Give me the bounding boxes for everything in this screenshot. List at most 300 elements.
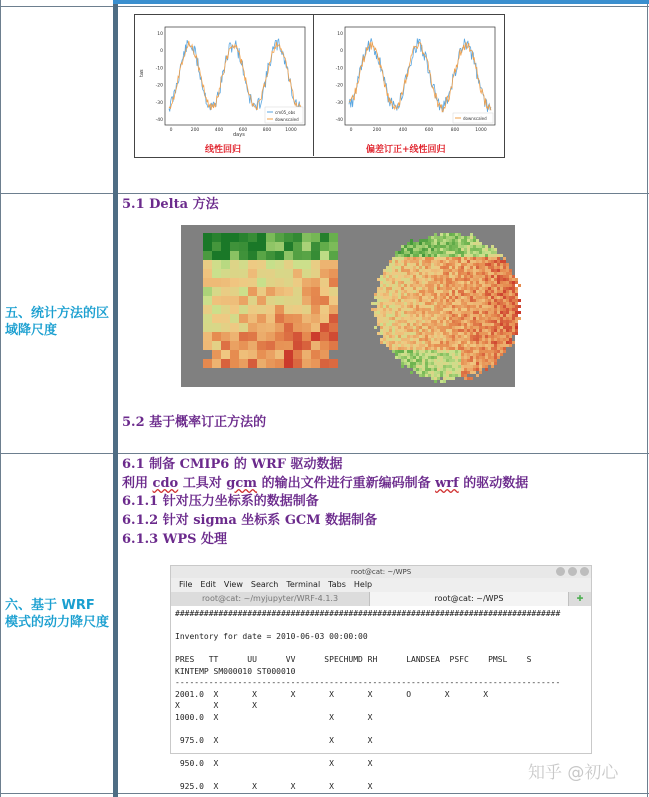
map-cell	[395, 344, 398, 347]
map-cell	[467, 248, 470, 251]
map-cell	[461, 269, 464, 272]
map-cell	[407, 272, 410, 275]
map-cell	[419, 356, 422, 359]
map-cell	[293, 350, 302, 359]
map-cell	[491, 332, 494, 335]
map-cell	[458, 254, 461, 257]
map-cell	[485, 332, 488, 335]
map-cell	[419, 335, 422, 338]
map-cell	[476, 311, 479, 314]
map-cell	[434, 296, 437, 299]
map-cell	[470, 314, 473, 317]
map-cell	[437, 266, 440, 269]
map-cell	[461, 239, 464, 242]
map-cell	[266, 314, 275, 323]
map-cell	[482, 356, 485, 359]
ytick-label: -10	[335, 66, 343, 72]
map-cell	[491, 254, 494, 257]
map-cell	[449, 269, 452, 272]
map-cell	[404, 272, 407, 275]
terminal-line: 975.0 X X X	[175, 735, 373, 745]
map-cell	[473, 272, 476, 275]
map-cell	[437, 245, 440, 248]
map-cell	[428, 293, 431, 296]
map-cell	[464, 314, 467, 317]
map-cell	[320, 251, 329, 260]
map-cell	[452, 239, 455, 242]
map-cell	[461, 260, 464, 263]
map-cell	[416, 347, 419, 350]
map-cell	[488, 260, 491, 263]
map-cell	[452, 302, 455, 305]
map-cell	[302, 242, 311, 251]
map-cell	[461, 251, 464, 254]
map-cell	[389, 263, 392, 266]
map-cell	[446, 269, 449, 272]
map-cell	[446, 335, 449, 338]
map-cell	[413, 296, 416, 299]
map-cell	[512, 305, 515, 308]
map-cell	[320, 296, 329, 305]
map-cell	[212, 314, 221, 323]
map-cell	[443, 326, 446, 329]
map-cell	[452, 245, 455, 248]
map-cell	[461, 272, 464, 275]
map-cell	[398, 308, 401, 311]
map-cell	[482, 338, 485, 341]
map-cell	[434, 266, 437, 269]
map-cell	[212, 251, 221, 260]
map-cell	[404, 251, 407, 254]
map-cell	[455, 257, 458, 260]
map-cell	[458, 245, 461, 248]
map-cell	[467, 275, 470, 278]
row-divider-1	[0, 193, 649, 194]
map-cell	[491, 335, 494, 338]
map-cell	[416, 272, 419, 275]
map-cell	[410, 341, 413, 344]
map-cell	[416, 287, 419, 290]
map-cell	[464, 302, 467, 305]
map-cell	[320, 287, 329, 296]
map-cell	[500, 317, 503, 320]
map-cell	[392, 299, 395, 302]
map-cell	[398, 302, 401, 305]
map-cell	[467, 344, 470, 347]
map-cell	[494, 299, 497, 302]
map-cell	[491, 356, 494, 359]
map-cell	[461, 245, 464, 248]
tab-wps[interactable]: root@cat: ~/WPS	[370, 592, 569, 606]
menu-tabs[interactable]: Tabs	[328, 580, 346, 589]
map-cell	[464, 350, 467, 353]
map-cell	[509, 278, 512, 281]
map-cell	[497, 284, 500, 287]
map-cell	[461, 344, 464, 347]
map-cell	[422, 257, 425, 260]
map-cell	[494, 314, 497, 317]
map-cell	[488, 332, 491, 335]
map-cell	[413, 293, 416, 296]
map-cell	[515, 308, 518, 311]
map-cell	[476, 308, 479, 311]
map-cell	[455, 365, 458, 368]
map-cell	[467, 338, 470, 341]
map-cell	[491, 290, 494, 293]
map-cell	[470, 275, 473, 278]
map-cell	[407, 260, 410, 263]
map-cell	[407, 293, 410, 296]
map-cell	[455, 308, 458, 311]
map-cell	[434, 302, 437, 305]
map-cell	[479, 323, 482, 326]
heading-probability-correction: 5.2 基于概率订正方法的	[122, 415, 267, 430]
map-cell	[449, 314, 452, 317]
map-cell	[440, 245, 443, 248]
map-cell	[416, 251, 419, 254]
map-cell	[437, 287, 440, 290]
map-cell	[425, 326, 428, 329]
menu-terminal[interactable]: Terminal	[286, 580, 321, 589]
map-cell	[512, 341, 515, 344]
map-cell	[461, 257, 464, 260]
map-cell	[482, 305, 485, 308]
map-cell	[380, 326, 383, 329]
map-cell	[431, 236, 434, 239]
map-cell	[422, 311, 425, 314]
map-cell	[464, 260, 467, 263]
map-cell	[401, 338, 404, 341]
xtick-label: 600	[238, 128, 248, 133]
map-cell	[446, 329, 449, 332]
map-cell	[509, 299, 512, 302]
map-cell	[449, 356, 452, 359]
map-cell	[455, 359, 458, 362]
map-cell	[203, 278, 212, 287]
map-cell	[266, 341, 275, 350]
map-cell	[464, 293, 467, 296]
map-cell	[416, 335, 419, 338]
map-cell	[467, 359, 470, 362]
map-cell	[422, 278, 425, 281]
map-cell	[473, 371, 476, 374]
map-cell	[380, 299, 383, 302]
map-cell	[413, 242, 416, 245]
map-cell	[431, 287, 434, 290]
map-cell	[425, 347, 428, 350]
map-cell	[503, 305, 506, 308]
map-cell	[461, 320, 464, 323]
map-cell	[440, 368, 443, 371]
ytick-label: 0	[340, 49, 343, 55]
map-cell	[458, 341, 461, 344]
map-cell	[434, 365, 437, 368]
map-cell	[467, 371, 470, 374]
map-cell	[386, 338, 389, 341]
map-cell	[458, 368, 461, 371]
map-cell	[485, 350, 488, 353]
map-cell	[497, 338, 500, 341]
map-cell	[302, 269, 311, 278]
map-cell	[506, 341, 509, 344]
map-cell	[476, 302, 479, 305]
menu-help[interactable]: Help	[353, 580, 373, 589]
map-cell	[425, 248, 428, 251]
map-cell	[446, 323, 449, 326]
map-cell	[410, 290, 413, 293]
map-cell	[512, 302, 515, 305]
map-cell	[230, 242, 239, 251]
map-cell	[422, 302, 425, 305]
map-cell	[470, 344, 473, 347]
map-cell	[407, 296, 410, 299]
map-cell	[383, 326, 386, 329]
map-cell	[443, 347, 446, 350]
map-cell	[458, 362, 461, 365]
new-tab-icon[interactable]: ✚	[576, 594, 584, 603]
map-cell	[452, 290, 455, 293]
map-cell	[506, 323, 509, 326]
map-cell	[425, 302, 428, 305]
terminal-titlebar	[171, 566, 591, 578]
map-cell	[476, 338, 479, 341]
map-cell	[503, 260, 506, 263]
map-cell	[476, 260, 479, 263]
map-cell	[485, 251, 488, 254]
map-cell	[437, 362, 440, 365]
map-cell	[515, 332, 518, 335]
map-cell	[500, 314, 503, 317]
close-icon[interactable]	[580, 567, 589, 576]
map-cell	[275, 251, 284, 260]
map-cell	[311, 260, 320, 269]
map-cell	[446, 281, 449, 284]
map-cell	[398, 347, 401, 350]
map-cell	[500, 323, 503, 326]
map-cell	[410, 272, 413, 275]
map-cell	[440, 305, 443, 308]
map-cell	[479, 245, 482, 248]
map-cell	[386, 329, 389, 332]
map-cell	[446, 314, 449, 317]
map-cell	[431, 305, 434, 308]
map-cell	[500, 293, 503, 296]
map-cell	[416, 353, 419, 356]
map-cell	[449, 326, 452, 329]
map-cell	[311, 332, 320, 341]
left-chart-caption: 线性回归	[205, 145, 242, 155]
map-cell	[419, 299, 422, 302]
map-cell	[434, 353, 437, 356]
map-cell	[419, 326, 422, 329]
map-cell	[311, 269, 320, 278]
map-cell	[419, 308, 422, 311]
map-cell	[395, 356, 398, 359]
map-cell	[383, 314, 386, 317]
map-cell	[431, 242, 434, 245]
heading-delta-method: 5.1 Delta 方法	[122, 197, 219, 212]
map-cell	[488, 281, 491, 284]
map-cell	[482, 323, 485, 326]
map-cell	[470, 299, 473, 302]
map-cell	[503, 320, 506, 323]
map-cell	[386, 287, 389, 290]
map-cell	[392, 332, 395, 335]
maximize-icon[interactable]	[568, 567, 577, 576]
map-cell	[485, 308, 488, 311]
map-cell	[482, 335, 485, 338]
map-cell	[446, 302, 449, 305]
map-cell	[458, 281, 461, 284]
map-cell	[401, 251, 404, 254]
map-cell	[485, 290, 488, 293]
map-cell	[431, 266, 434, 269]
map-cell	[479, 365, 482, 368]
map-cell	[410, 308, 413, 311]
map-cell	[476, 284, 479, 287]
map-cell	[398, 353, 401, 356]
map-cell	[494, 359, 497, 362]
map-cell	[464, 278, 467, 281]
map-cell	[443, 377, 446, 380]
map-cell	[461, 275, 464, 278]
map-cell	[473, 260, 476, 263]
map-cell	[431, 353, 434, 356]
menu-view[interactable]: View	[223, 580, 243, 589]
map-cell	[248, 359, 257, 368]
map-cell	[476, 296, 479, 299]
map-cell	[518, 299, 521, 302]
map-cell	[239, 359, 248, 368]
map-cell	[416, 326, 419, 329]
map-cell	[407, 359, 410, 362]
map-cell	[401, 266, 404, 269]
map-cell	[497, 263, 500, 266]
map-cell	[449, 248, 452, 251]
map-cell	[419, 290, 422, 293]
minimize-icon[interactable]	[556, 567, 565, 576]
left-chart-ylabel: tas	[139, 69, 145, 77]
map-cell	[455, 326, 458, 329]
map-cell	[470, 254, 473, 257]
map-cell	[398, 335, 401, 338]
map-cell	[380, 329, 383, 332]
map-cell	[392, 287, 395, 290]
map-cell	[434, 245, 437, 248]
map-cell	[395, 332, 398, 335]
map-cell	[467, 356, 470, 359]
tab-wrf[interactable]: root@cat: ~/myjupyter/WRF-4.1.3	[171, 592, 370, 606]
map-cell	[410, 239, 413, 242]
map-cell	[392, 347, 395, 350]
map-cell	[497, 332, 500, 335]
map-cell	[458, 320, 461, 323]
map-cell	[476, 266, 479, 269]
map-cell	[395, 281, 398, 284]
terminal-line: Inventory for date = 2010-06-03 00:00:00	[175, 632, 368, 641]
map-cell	[212, 305, 221, 314]
map-cell	[482, 329, 485, 332]
map-cell	[461, 371, 464, 374]
map-cell	[500, 281, 503, 284]
map-cell	[257, 242, 266, 251]
map-cell	[449, 278, 452, 281]
map-cell	[371, 308, 374, 311]
map-cell	[431, 257, 434, 260]
map-cell	[443, 350, 446, 353]
map-cell	[239, 305, 248, 314]
map-cell	[467, 293, 470, 296]
menu-search[interactable]: Search	[250, 580, 279, 589]
map-cell	[413, 353, 416, 356]
map-cell	[491, 278, 494, 281]
map-cell	[509, 290, 512, 293]
map-cell	[395, 353, 398, 356]
map-cell	[428, 302, 431, 305]
map-cell	[425, 362, 428, 365]
map-cell	[473, 278, 476, 281]
map-cell	[509, 344, 512, 347]
map-cell	[389, 281, 392, 284]
map-cell	[404, 359, 407, 362]
map-cell	[515, 305, 518, 308]
map-cell	[506, 344, 509, 347]
map-cell	[440, 296, 443, 299]
map-cell	[248, 341, 257, 350]
map-cell	[434, 299, 437, 302]
menu-edit[interactable]: Edit	[200, 580, 216, 589]
map-cell	[473, 335, 476, 338]
map-cell	[392, 338, 395, 341]
map-cell	[248, 269, 257, 278]
map-cell	[485, 293, 488, 296]
map-cell	[443, 272, 446, 275]
map-cell	[407, 356, 410, 359]
map-cell	[452, 353, 455, 356]
map-cell	[470, 251, 473, 254]
map-cell	[419, 296, 422, 299]
menu-file[interactable]: File	[179, 580, 193, 589]
map-cell	[431, 296, 434, 299]
map-cell	[461, 278, 464, 281]
map-cell	[461, 338, 464, 341]
map-cell	[479, 299, 482, 302]
map-cell	[428, 290, 431, 293]
map-cell	[461, 353, 464, 356]
map-cell	[416, 314, 419, 317]
map-cell	[488, 350, 491, 353]
map-cell	[404, 245, 407, 248]
map-cell	[410, 260, 413, 263]
map-cell	[506, 317, 509, 320]
map-cell	[431, 335, 434, 338]
map-cell	[428, 332, 431, 335]
map-cell	[407, 344, 410, 347]
map-cell	[434, 323, 437, 326]
map-cell	[473, 353, 476, 356]
map-cell	[452, 338, 455, 341]
map-cell	[452, 368, 455, 371]
map-cell	[422, 254, 425, 257]
map-cell	[413, 299, 416, 302]
map-cell	[512, 326, 515, 329]
map-cell	[410, 263, 413, 266]
map-cell	[395, 287, 398, 290]
map-cell	[485, 317, 488, 320]
map-cell	[443, 332, 446, 335]
map-cell	[401, 287, 404, 290]
map-cell	[494, 275, 497, 278]
